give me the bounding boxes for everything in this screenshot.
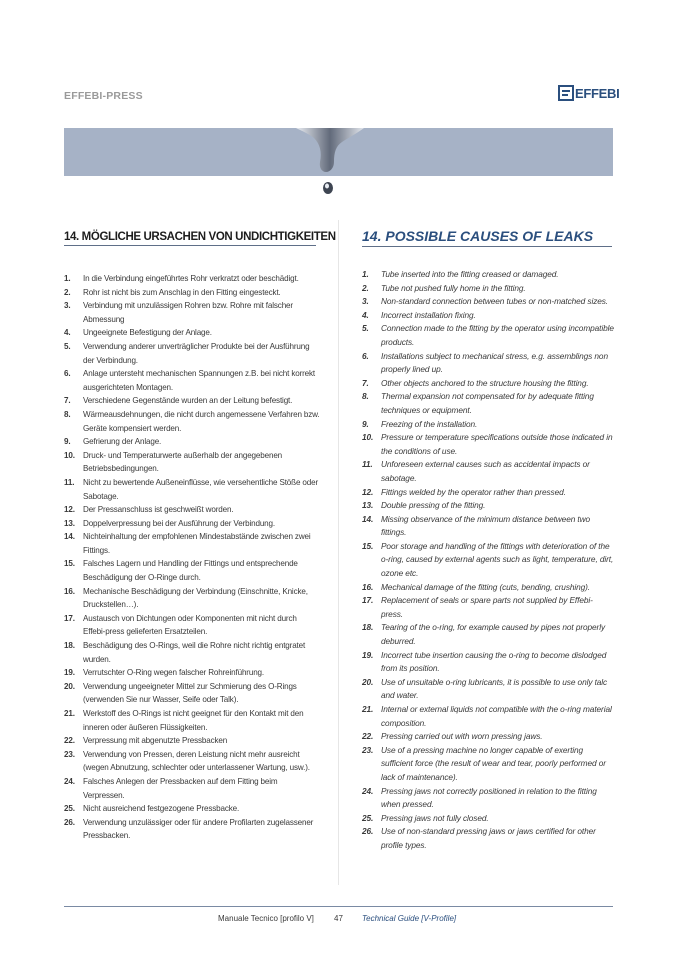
page-number: 47 [334,914,343,923]
item-text: Nichteinhaltung der empfohlenen Mindestabstände zwischen zwei Fittings. [83,532,311,555]
item-number: 8. [362,391,369,402]
item-number: 25. [64,804,75,814]
item-text: Incorrect installation fixing. [381,309,476,320]
item-number: 17. [64,613,75,623]
item-number: 6. [362,350,369,361]
column-divider [338,220,339,885]
item-number: 8. [64,409,71,419]
item-text: Unforeseen external causes such as accidental impacts or sabotage. [381,459,590,483]
item-number: 9. [362,418,369,429]
list-item [64,408,320,435]
item-number: 10. [362,432,374,443]
item-text: Verbindung mit unzulässigen Rohren bzw. Rohre mit falscher Abmessung [83,301,293,324]
item-text: Nicht ausreichend festgezogene Pressbacke. [83,804,240,814]
list-item [64,340,320,367]
causes-list-de [64,272,320,843]
item-number: 15. [64,559,75,569]
list-item [362,282,614,296]
item-text: Installations subject to mechanical stress, e.g. assemblings non properly lined up. [381,350,608,375]
item-number: 2. [362,282,369,293]
item-text: Tearing of the o-ring, for example caused by pipes not properly deburred. [381,622,605,647]
item-number: 7. [362,377,369,388]
item-number: 5. [362,323,369,334]
list-item [362,390,614,417]
item-text: Missing observance of the minimum distance between two fittings. [381,513,591,538]
list-item [362,621,614,648]
list-item [64,748,320,775]
footer-manual-title: Manuale Tecnico [profilo V] [218,914,314,923]
item-number: 21. [64,709,75,718]
item-text: Internal or external liquids not compatible with the o-ring material composition. [381,704,612,728]
item-text: Verpressung mit abgenutzte Pressbacken [83,736,228,746]
item-number: 19. [64,668,75,678]
item-number: 1. [362,269,369,279]
item-text: Poor storage and handling of the fittings with deterioration of the o-ring, caused by external agents such as light, temperature, dirt, ozone etc. [381,540,614,579]
list-item [64,394,320,408]
heading-rule-en [362,246,612,247]
item-number: 10. [64,450,75,460]
item-text: Ungeeignete Befestigung der Anlage. [83,328,212,338]
item-number: 13. [64,518,75,528]
list-item [362,295,614,309]
item-text: Falsches Anlegen der Pressbacken auf dem Fitting beim Verpressen. [83,776,278,800]
item-number: 24. [64,776,75,786]
item-number: 20. [64,681,75,691]
item-number: 18. [362,622,374,633]
item-text: Use of a pressing machine no longer capable of exerting sufficient force (the result of wear and tear, poorly performed or lack of maintenance). [381,744,606,782]
item-number: 1. [64,274,71,283]
header-banner [64,128,613,176]
list-item [362,812,614,826]
item-number: 16. [362,581,374,592]
list-item [362,322,614,349]
item-text: Der Pressanschluss ist geschweißt worden. [83,505,234,515]
list-item [362,744,614,785]
list-item [362,594,614,621]
item-number: 26. [64,817,75,827]
list-item [64,299,320,326]
item-text: Rohr ist nicht bis zum Anschlag in den Fitting eingesteckt. [83,287,281,297]
logo-mark-icon [558,85,574,101]
item-text: Freezing of the installation. [381,418,478,429]
list-item [362,350,614,377]
item-number: 5. [64,341,71,351]
list-item [64,272,320,286]
item-text: Verwendung anderer unverträglicher Produkte bei der Ausführung der Verbindung. [83,341,310,365]
list-item [64,734,320,748]
list-item [64,680,320,707]
list-item [362,309,614,323]
item-text: Druck- und Temperaturwerte außerhalb der angegebenen Betriebsbedingungen. [83,450,283,474]
item-number: 26. [362,826,374,837]
item-number: 11. [64,477,75,487]
list-item [362,513,614,540]
list-item [64,816,320,843]
item-number: 17. [362,595,374,606]
list-item [64,802,320,816]
list-item [362,499,614,513]
item-text: In die Verbindung eingeführtes Rohr verkratzt oder beschädigt. [83,274,299,283]
item-text: Mechanical damage of the fitting (cuts, bending, crushing). [381,581,591,592]
item-number: 12. [64,505,75,515]
item-text: Austausch von Dichtungen oder Komponenten mit nicht durch Effebi-press gelieferten Ersatzteilen. [83,613,297,637]
item-text: Verrutschter O-Ring wegen falscher Rohreinführung. [83,668,264,678]
item-number: 23. [362,744,374,755]
list-item [64,557,320,584]
list-item [64,476,320,503]
item-text: Connection made to the fitting by the operator using incompatible products. [381,323,614,347]
list-item [64,666,320,680]
item-text: Verwendung unzulässiger oder für andere Profilarten zugelassener Pressbacken. [83,817,314,841]
list-item [362,540,614,581]
item-number: 14. [64,532,75,542]
item-number: 6. [64,369,71,379]
item-number: 3. [362,296,369,307]
item-number: 18. [64,641,75,651]
list-item [64,585,320,612]
list-item [362,649,614,676]
list-item [64,517,320,531]
item-text: Tube inserted into the fitting creased or damaged. [381,269,559,279]
item-number: 12. [362,486,374,497]
item-text: Pressing carried out with worn pressing jaws. [381,731,543,742]
list-item [64,367,320,394]
item-text: Non-standard connection between tubes or non-matched sizes. [381,296,609,307]
logo-text: EFFEBI [575,85,620,101]
list-item [362,676,614,703]
item-text: Verwendung ungeeigneter Mittel zur Schmierung des O-Rings (verwenden Sie nur Wasser, Seife oder Talk). [83,681,297,705]
effebi-logo [558,84,619,102]
item-number: 7. [64,396,71,406]
list-item [362,785,614,812]
item-text: Tube not pushed fully home in the fitting. [381,282,526,293]
item-text: Replacement of seals or spare parts not supplied by Effebi-press. [381,595,593,619]
item-text: Incorrect tube insertion causing the o-ring to become dislodged from its position. [381,649,607,674]
list-item [64,435,320,449]
list-item [362,581,614,595]
item-number: 11. [362,459,373,470]
list-item [362,458,614,485]
list-item [362,825,614,852]
item-text: Falsches Lagern und Handling der Fittings und entsprechende Beschädigung der O-Ringe durch. [83,559,298,583]
item-number: 22. [362,731,374,742]
list-item [362,268,614,282]
item-text: Pressure or temperature specifications outside those indicated in the conditions of use. [381,432,613,456]
item-text: Anlage untersteht mechanischen Spannungen z.B. bei nicht korrekt ausgerichteten Montagen. [83,369,316,392]
item-number: 16. [64,586,75,596]
list-item [362,431,614,458]
item-number: 9. [64,437,71,447]
causes-list-en [362,268,614,853]
item-number: 15. [362,540,374,551]
item-text: Doppelverpressung bei der Ausführung der Verbindung. [83,518,275,528]
list-item [64,503,320,517]
item-text: Thermal expansion not compensated for by adequate fitting techniques or equipment. [381,391,594,415]
item-text: Fittings welded by the operator rather than pressed. [381,486,566,497]
brand-name: EFFEBI-PRESS [64,90,143,102]
list-item [64,707,320,734]
list-item [64,286,320,300]
footer-rule [64,906,613,907]
item-number: 3. [64,301,71,311]
item-text: Nicht zu bewertende Außeneinflüsse, wie versehentliche Stöße oder Sabotage. [83,477,318,501]
item-number: 22. [64,736,75,746]
item-text: Pressing jaws not fully closed. [381,812,489,823]
item-text: Other objects anchored to the structure housing the fitting. [381,377,589,388]
list-item [64,612,320,639]
item-text: Double pressing of the fitting. [381,500,486,511]
item-text: Pressing jaws not correctly positioned in relation to the fitting when pressed. [381,785,597,810]
list-item [362,377,614,391]
item-number: 4. [362,309,369,320]
item-text: Gefrierung der Anlage. [83,437,162,447]
list-item [64,326,320,340]
list-item [64,449,320,476]
list-item [362,703,614,730]
list-item [362,486,614,500]
footer-guide-title: Technical Guide [V-Profile] [362,914,457,923]
item-number: 14. [362,513,374,524]
item-text: Wärmeausdehnungen, die nicht durch angemessene Verfahren bzw. Geräte kompensiert werden. [83,409,320,433]
water-drop-icon [64,128,613,198]
list-item [64,530,320,557]
item-text: Use of unsuitable o-ring lubricants, it is possible to use only talc and water. [381,676,608,701]
section-heading-en: 14. POSSIBLE CAUSES OF LEAKS [362,228,594,244]
item-number: 23. [64,749,75,759]
item-text: Werkstoff des O-Rings ist nicht geeignet für den Kontakt mit den inneren oder äußeren Flüssigkeiten. [83,709,304,732]
item-text: Use of non-standard pressing jaws or jaws certified for other profile types. [381,826,596,850]
item-number: 19. [362,649,374,660]
item-number: 21. [362,704,374,714]
item-number: 25. [362,812,374,823]
item-number: 13. [362,500,374,511]
item-text: Beschädigung des O-Rings, weil die Rohre nicht richtig entgratet wurden. [83,641,306,664]
section-heading-de: 14. MÖGLICHE URSACHEN VON UNDICHTIGKEITEN [64,229,336,243]
list-item [362,418,614,432]
heading-rule-de [64,245,316,246]
list-item [64,639,320,666]
list-item [362,730,614,744]
item-number: 24. [362,785,374,796]
item-text: Verwendung von Pressen, deren Leistung nicht mehr ausreicht (wegen Abnutzung, schlechter oder unterlassener Wartung, usw.). [83,749,310,773]
item-number: 4. [64,328,71,338]
item-number: 20. [362,676,374,687]
list-item [64,775,320,802]
item-text: Verschiedene Gegenstände wurden an der Leitung befestigt. [83,396,293,406]
item-text: Mechanische Beschädigung der Verbindung (Einschnitte, Knicke, Druckstellen…). [83,586,308,610]
item-number: 2. [64,287,71,297]
